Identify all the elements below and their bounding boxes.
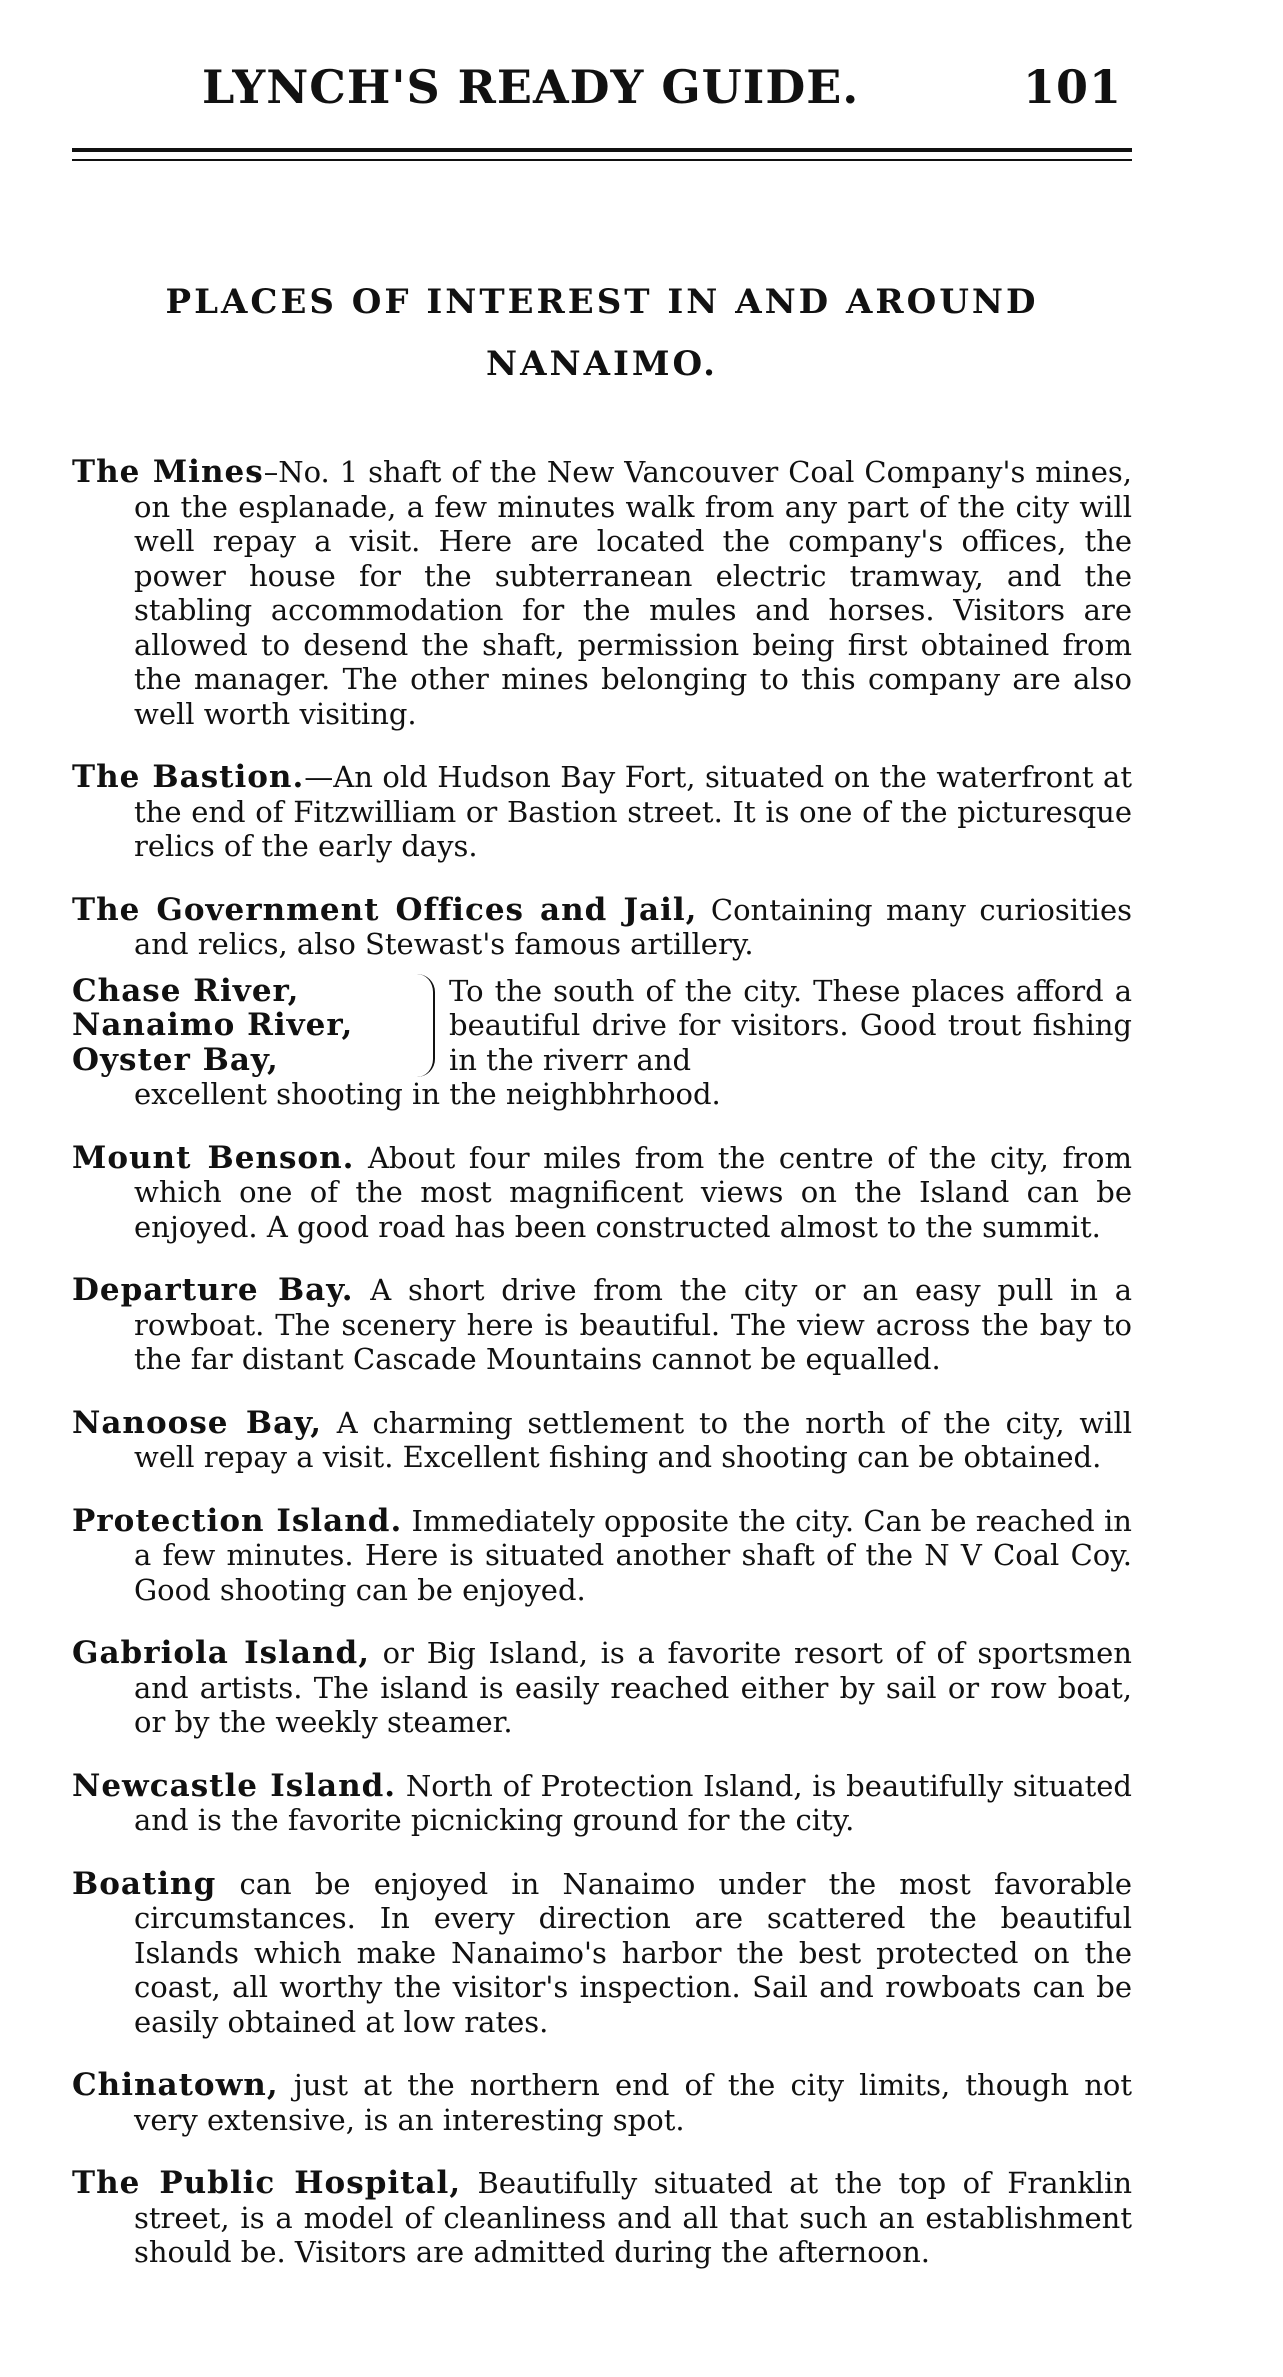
entry-heading: Nanoose Bay,: [72, 1404, 322, 1441]
entry-heading: Chinatown,: [72, 2067, 279, 2103]
entry-heading: Gabriola Island,: [72, 1635, 370, 1671]
guide-page: [72, 60, 1132, 2282]
entry-the-bastion: [72, 760, 1132, 864]
section-title-line-2: NANAIMO.: [486, 344, 718, 384]
entry-text: can be enjoyed in Nanaimo under the most favorable circumstances. In every direction are scattered the beautiful Islands which make Nanaimo's harbor the best protected on the coast, all worthy the visitor's inspection. Sail and rowboats can be easily obtained at low rates.: [134, 1866, 1132, 2039]
entry-nanoose-bay: [72, 1406, 1132, 1475]
entries-list: [72, 455, 1132, 2270]
entry-text: or Big Island, is a favorite resort of of sportsmen and artists. The island is easily reached either by sail or row boat, or by the weekly steamer.: [134, 1636, 1132, 1739]
entry-text: —An old Hudson Bay Fort, situated on the waterfront at the end of Fitzwilliam or Bastion street. It is one of the picturesque relics of the early days.: [134, 760, 1132, 863]
entry-heading: The Public Hospital,: [72, 2165, 462, 2201]
entry-rivers-group: [72, 974, 1132, 1112]
entry-text: Immediately opposite the city. Can be reached in a few minutes. Here is situated another shaft of the N V Coal Coy. Good shooting can be enjoyed.: [134, 1503, 1132, 1607]
entry-mount-benson: [72, 1141, 1132, 1245]
group-continuation: excellent shooting in the neighbhrhood.: [134, 1077, 721, 1111]
header-rule-thin: [72, 159, 1132, 161]
group-name: Chase River,: [72, 972, 300, 1009]
entry-heading: The Government Offices and Jail,: [72, 891, 698, 928]
entry-the-mines: [72, 455, 1132, 731]
entry-text: –No. 1 shaft of the New Vancouver Coal Company's mines, on the esplanade, a few minutes walk from any part of the city will well repay a visit. Here are located the company's offices, the power house for the subterranean electric tramway, and the stabling accommodation for the mules and horses. Visitors are allowed to desend the shaft, permission being first obtained from the manager. The other mines belonging to this company are also well worth visiting.: [134, 455, 1132, 731]
section-title: [72, 271, 1132, 395]
group-name: Nanaimo River,: [72, 1007, 354, 1043]
running-title: LYNCH'S READY GUIDE.: [202, 60, 860, 114]
header-rule: [72, 148, 1132, 161]
header-rule-thick: [72, 148, 1132, 152]
entry-heading: The Mines: [72, 454, 264, 490]
entry-heading: The Bastion.: [72, 759, 305, 795]
entry-government-offices: [72, 893, 1132, 962]
entry-text: About four miles from the centre of the city, from which one of the most magnificent views on the Island can be enjoyed. A good road has been constructed almost to the summit.: [134, 1140, 1132, 1244]
entry-newcastle-island: [72, 1769, 1132, 1838]
entry-gabriola-island: [72, 1636, 1132, 1740]
section-title-line-1: PLACES OF INTEREST IN AND AROUND: [165, 282, 1039, 322]
entry-text: North of Protection Island, is beautifully situated and is the favorite picnicking ground for the city.: [134, 1768, 1132, 1837]
entry-text: A short drive from the city or an easy pull in a rowboat. The scenery here is beautiful. The view across the bay to the far distant Cascade Mountains cannot be equalled.: [134, 1273, 1132, 1376]
entry-text: A charming settlement to the north of the city, will well repay a visit. Excellent fishing and shooting can be obtained.: [134, 1405, 1132, 1474]
entry-departure-bay: [72, 1273, 1132, 1377]
entry-protection-island: [72, 1504, 1132, 1608]
entry-heading: Boating: [72, 1865, 217, 1902]
entry-heading: Mount Benson.: [72, 1139, 355, 1176]
entry-text: just at the northern end of the city limits, though not very extensive, is an interesting spot.: [134, 2068, 1132, 2137]
entry-chinatown: [72, 2068, 1132, 2137]
entry-heading: Protection Island.: [72, 1502, 403, 1539]
entry-heading: Departure Bay.: [72, 1272, 354, 1308]
group-description: To the south of the city. These places afford a beautiful drive for visitors. Good trout fishing in the riverr and: [449, 973, 1132, 1077]
entry-text: Beautifully situated at the top of Franklin street, is a model of cleanliness and all that such an establishment should be. Visitors are admitted during the afternoon.: [134, 2166, 1132, 2269]
entry-boating: [72, 1867, 1132, 2040]
group-names-brace: [72, 974, 435, 1078]
page-number: 101: [1022, 60, 1122, 114]
entry-text: Containing many curiosities and relics, also Stewast's famous artillery.: [134, 892, 1132, 961]
group-name: Oyster Bay,: [72, 1041, 279, 1078]
running-head: [72, 60, 1132, 130]
entry-heading: Newcastle Island.: [72, 1767, 397, 1804]
entry-public-hospital: [72, 2166, 1132, 2270]
